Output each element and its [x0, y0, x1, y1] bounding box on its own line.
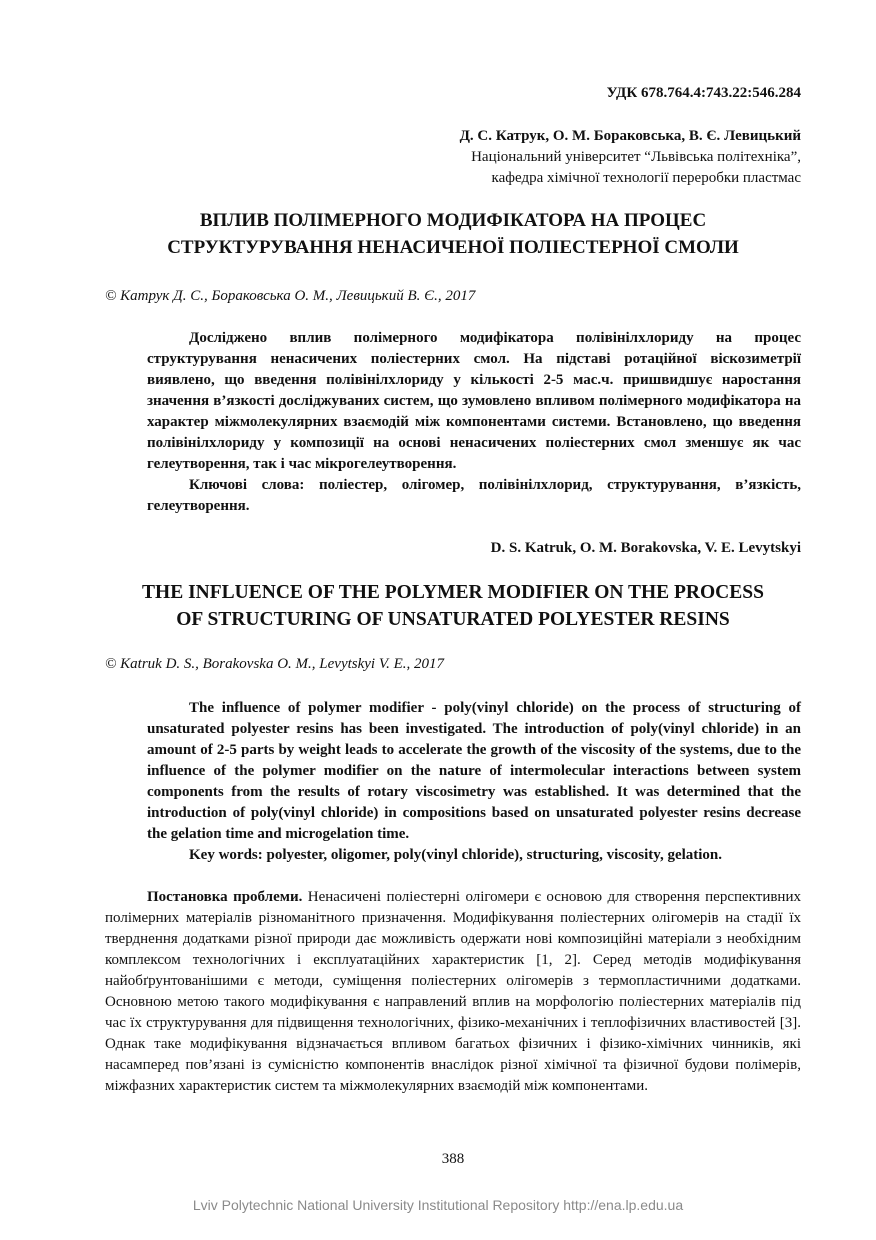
- copyright-en: © Katruk D. S., Borakovska O. M., Levytskyi V. E., 2017: [105, 656, 444, 672]
- page-number: 388: [441, 1151, 465, 1167]
- title-en-line-1: THE INFLUENCE OF THE POLYMER MODIFIER ON THE PROCESS: [142, 582, 764, 603]
- affiliation-line-1: Національний університет “Львівська політехніка”,: [471, 149, 801, 165]
- affiliation-line-2: кафедра хімічної технології переробки пластмас: [491, 170, 801, 186]
- title-ua-line-2: СТРУКТУРУВАННЯ НЕНАСИЧЕНОЇ ПОЛІЕСТЕРНОЇ СМОЛИ: [167, 237, 739, 258]
- title-en: [105, 579, 801, 633]
- title-en-line-2: OF STRUCTURING OF UNSATURATED POLYESTER RESINS: [176, 609, 730, 630]
- title-ua: [105, 207, 801, 261]
- body-paragraph-text: Ненасичені поліестерні олігомери є основою для створення перспективних полімерних матеріалів різноманітного призначення. Модифікування поліестерних олігомерів на стадії їх тверднення додатками різної природи дає можливість одержати нові композиційні матеріали з необхідним комплексом технологічних і експлуатаційних характеристик [1, 2]. Серед методів модифікування найобґрунтованішими є методи, суміщення поліестерних олігомерів з термопластичними додатками. Основною метою такого модифікування є направлений вплив на морфологію поліестерних матеріалів під час їх структурування для підвищення технологічних, фізико-механічних і теплофізичних властивостей [3]. Однак таке модифікування відзначається впливом багатьох фізичних і фізико-хімічних чинників, які насамперед пов’язані із сумісністю компонентів внаслідок різної хімічної та фізичної будови полімерів, міжфазних характеристик систем та міжмолекулярних взаємодій між компонентами.: [105, 889, 801, 1094]
- abstract-en-text: The influence of polymer modifier - poly(vinyl chloride) on the process of structuring of unsaturated polyester resins has been investigated. The introduction of poly(vinyl chloride) in an amount of 2-5 parts by weight leads to accelerate the growth of the viscosity of the systems, due to the influence of the polymer modifier on the nature of intermolecular interactions between system components from the results of rotary viscosimetry was established. It was determined that the introduction of poly(vinyl chloride) in compositions based on unsaturated polyester resins decrease the gelation time and microgelation time.: [147, 700, 801, 842]
- authors-block-ua: [460, 126, 801, 189]
- abstract-ua: [147, 328, 801, 517]
- abstract-en: [147, 698, 801, 866]
- udk-code: УДК 678.764.4:743.22:546.284: [606, 85, 801, 101]
- copyright-ua: © Катрук Д. С., Бораковська О. М., Левицький В. Є., 2017: [105, 288, 476, 304]
- title-ua-line-1: ВПЛИВ ПОЛІМЕРНОГО МОДИФІКАТОРА НА ПРОЦЕС: [199, 210, 707, 231]
- authors-en: D. S. Katruk, O. M. Borakovska, V. E. Levytskyi: [490, 540, 801, 556]
- section-lead: Постановка проблеми.: [147, 889, 303, 905]
- keywords-ua: Ключові слова: поліестер, олігомер, полівінілхлорид, структурування, в’язкість, гелеутворення.: [147, 477, 801, 514]
- abstract-ua-text: Досліджено вплив полімерного модифікатора полівінілхлориду на процес структурування ненасичених поліестерних смол. На підставі ротаційної віскозиметрії виявлено, що введення полівінілхлориду у кількості 2-5 мас.ч. пришвидшує наростання значення в’язкості досліджуваних систем, що зумовлено впливом полімерного модифікатора на характер міжмолекулярних взаємодій між компонентами системи. Встановлено, що введення полівінілхлориду у композиції на основі ненасичених поліестерних смол зменшує як час гелеутворення, так і час мікрогелеутворення.: [147, 330, 801, 472]
- repository-footer: Lviv Polytechnic National University Institutional Repository http://ena.lp.edu.ua: [192, 1197, 684, 1213]
- authors-ua: Д. С. Катрук, О. М. Бораковська, В. Є. Левицький: [459, 128, 801, 144]
- keywords-en: Key words: polyester, oligomer, poly(vinyl chloride), structuring, viscosity, gelation.: [189, 847, 723, 863]
- body-section: [105, 887, 801, 1097]
- body-paragraph: [105, 887, 801, 1097]
